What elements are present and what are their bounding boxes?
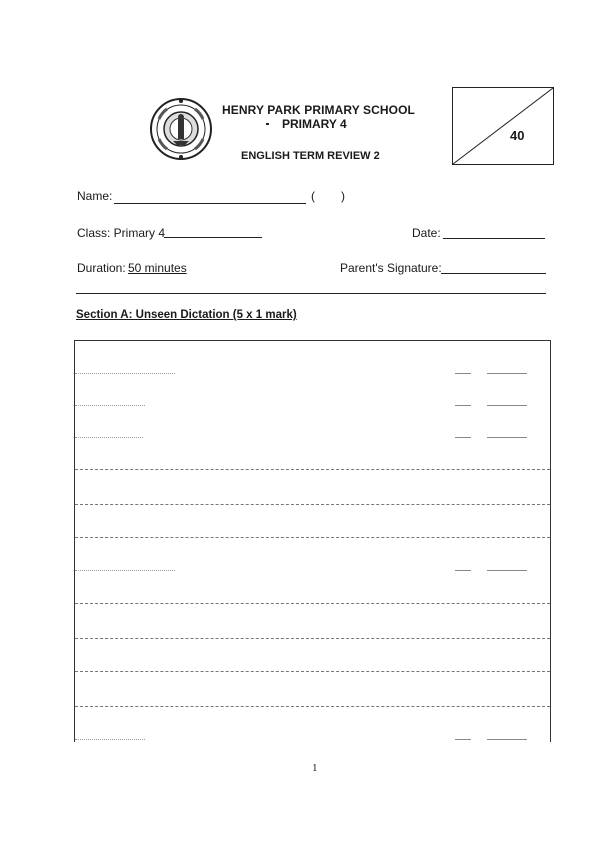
signature-label: Parent's Signature: — [340, 261, 442, 275]
score-box — [452, 87, 554, 165]
dictation-line-tail — [455, 437, 471, 438]
duration-value: 50 minutes — [128, 261, 187, 275]
dictation-line-tail — [455, 570, 471, 571]
duration-label: Duration: — [77, 261, 126, 275]
dictation-line[interactable] — [75, 603, 550, 604]
stray-mark — [266, 123, 269, 125]
total-marks: 40 — [510, 128, 525, 143]
name-label: Name: — [77, 189, 113, 203]
dictation-line-tail — [487, 373, 527, 374]
section-a-title: Section A: Unseen Dictation (5 x 1 mark) — [76, 309, 297, 321]
dictation-line[interactable] — [75, 671, 550, 672]
date-line[interactable] — [443, 238, 545, 239]
dictation-writing-box[interactable] — [74, 340, 551, 742]
school-name: HENRY PARK PRIMARY SCHOOL — [222, 103, 415, 117]
school-crest-logo — [149, 97, 213, 161]
dictation-line[interactable] — [75, 537, 550, 538]
dictation-line[interactable] — [75, 469, 550, 470]
signature-line[interactable] — [441, 273, 546, 274]
dictation-line[interactable] — [75, 437, 143, 438]
dictation-line-tail — [487, 437, 527, 438]
date-label: Date: — [412, 226, 441, 240]
dictation-line[interactable] — [75, 373, 175, 374]
name-line[interactable] — [114, 203, 306, 204]
index-paren-open: ( — [311, 189, 315, 203]
class-label: Class: Primary 4 — [77, 226, 166, 240]
header-divider — [76, 293, 546, 294]
dictation-line[interactable] — [75, 706, 550, 707]
index-paren-close: ) — [341, 189, 345, 203]
dictation-line[interactable] — [75, 739, 145, 740]
dictation-line[interactable] — [75, 504, 550, 505]
paper-title: ENGLISH TERM REVIEW 2 — [241, 150, 380, 162]
dictation-line-tail — [455, 405, 471, 406]
class-line[interactable] — [164, 237, 262, 238]
dictation-line-tail — [487, 570, 527, 571]
dictation-line-tail — [455, 373, 471, 374]
dictation-line-tail — [487, 739, 527, 740]
dictation-line[interactable] — [75, 405, 145, 406]
dictation-line-tail — [487, 405, 527, 406]
dictation-line[interactable] — [75, 570, 175, 571]
dictation-line-tail — [455, 739, 471, 740]
dictation-line[interactable] — [75, 638, 550, 639]
page-number: 1 — [312, 762, 318, 774]
level-title: PRIMARY 4 — [282, 117, 347, 131]
